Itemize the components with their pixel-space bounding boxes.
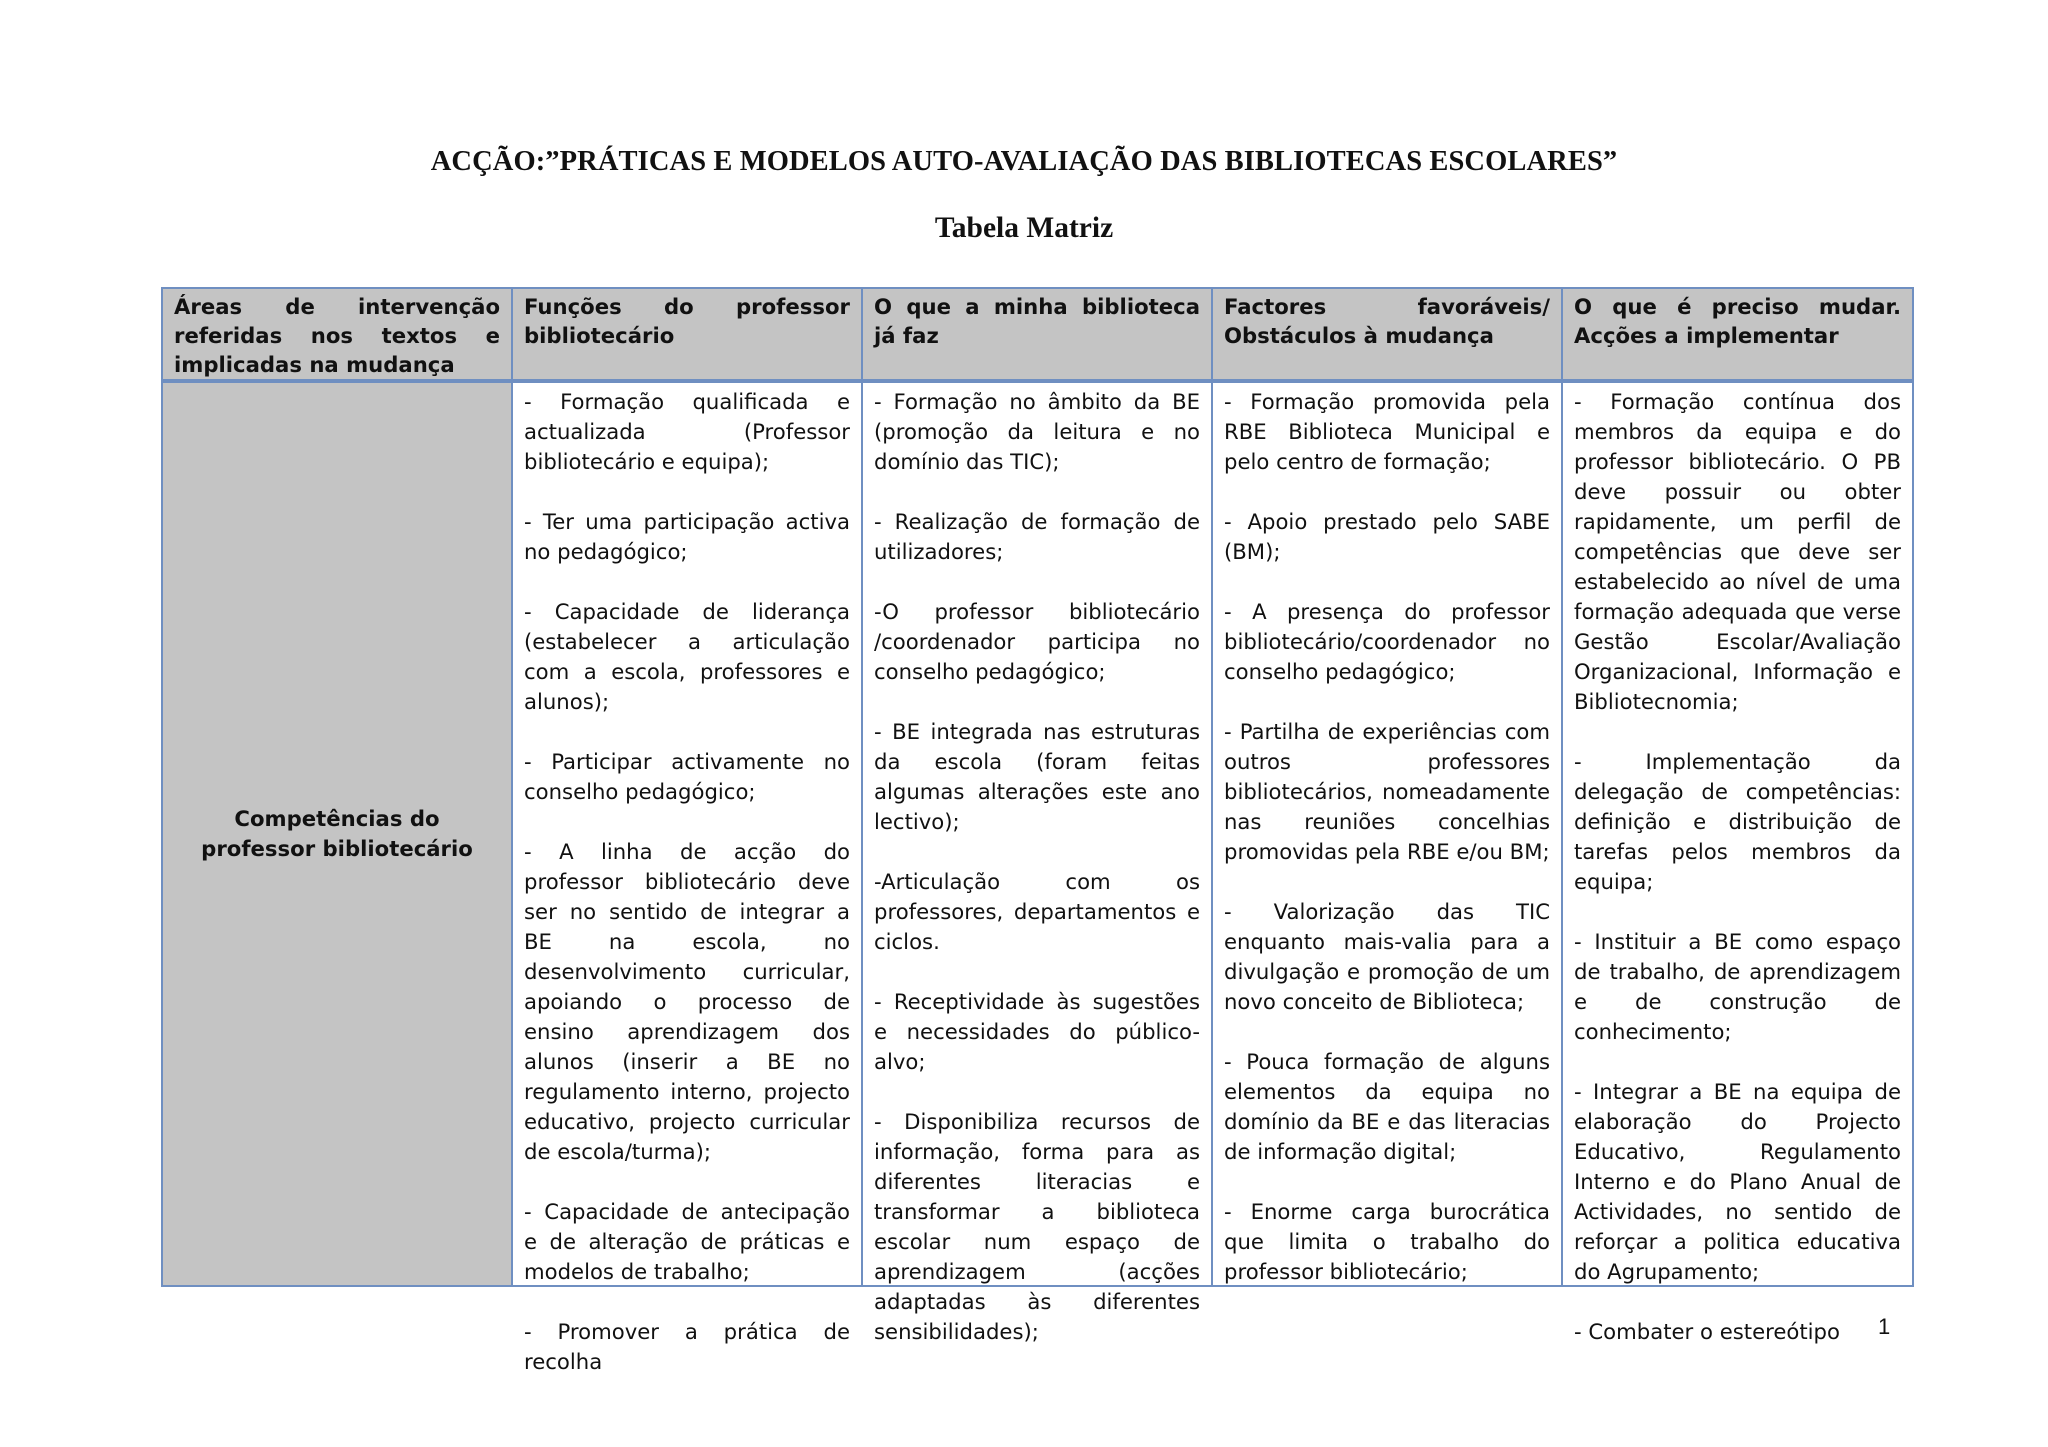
funcoes-item: - Capacidade de antecipação e de alteração de práticas e modelos de trabalho; <box>524 1199 850 1284</box>
factores-item: - Apoio prestado pelo SABE (BM); <box>1224 509 1550 564</box>
table-header-row <box>162 288 1913 381</box>
biblioteca-item: -O professor bibliotecário /coordenador participa no conselho pedagógico; <box>874 599 1200 684</box>
funcoes-item: - Participar activamente no conselho pedagógico; <box>524 749 850 804</box>
header-biblioteca: O que a minha biblioteca já faz <box>862 288 1212 381</box>
funcoes-item: - Capacidade de liderança (estabelecer a articulação com a escola, professores e alunos); <box>524 599 850 714</box>
biblioteca-item: -Articulação com os professores, departamentos e ciclos. <box>874 869 1200 954</box>
biblioteca-item: - Realização de formação de utilizadores; <box>874 509 1200 564</box>
mudar-item: - Integrar a BE na equipa de elaboração do Projecto Educativo, Regulamento Interno e do Plano Anual de Actividades, no sentido de reforçar a politica educativa do Agrupamento; <box>1574 1079 1901 1284</box>
mudar-item: - Implementação da delegação de competências: definição e distribuição de tarefas pelos membros da equipa; <box>1574 749 1901 894</box>
funcoes-cell <box>512 381 862 1374</box>
biblioteca-item: - Formação no âmbito da BE (promoção da leitura e no domínio das TIC); <box>874 389 1200 474</box>
biblioteca-item: - Receptividade às sugestões e necessidades do público-alvo; <box>874 989 1200 1074</box>
funcoes-item: - Ter uma participação activa no pedagógico; <box>524 509 850 564</box>
header-areas: Áreas de intervenção referidas nos textos e implicadas na mudança <box>162 288 512 381</box>
header-funcoes: Funções do professor bibliotecário <box>512 288 862 381</box>
factores-item: - Pouca formação de alguns elementos da equipa no domínio da BE e das literacias de informação digital; <box>1224 1049 1550 1164</box>
funcoes-item: - A linha de acção do professor bibliotecário deve ser no sentido de integrar a BE na escola, no desenvolvimento curricular, apoiando o processo de ensino aprendizagem dos alunos (inserir a BE no regulamento interno, projecto educativo, projecto curricular de escola/turma); <box>524 839 850 1164</box>
mudar-item: - Formação contínua dos membros da equipa e do professor bibliotecário. O PB deve possuir ou obter rapidamente, um perfil de competências que deve ser estabelecido ao nível de uma formação adequada que verse Gestão Escolar/Avaliação Organizacional, Informação e Bibliotecnomia; <box>1574 389 1901 714</box>
page-number: 1 <box>1878 1314 1891 1339</box>
document-title: ACÇÃO:”PRÁTICAS E MODELOS AUTO-AVALIAÇÃO DAS BIBLIOTECAS ESCOLARES” <box>430 146 1618 177</box>
header-mudar: O que é preciso mudar. Acções a implementar <box>1562 288 1913 381</box>
factores-item: - Enorme carga burocrática que limita o trabalho do professor bibliotecário; <box>1224 1199 1550 1284</box>
matrix-table <box>161 287 1914 1374</box>
factores-item: - Valorização das TIC enquanto mais-valia para a divulgação e promoção de um novo conceito de Biblioteca; <box>1224 899 1550 1014</box>
factores-item: - A presença do professor bibliotecário/coordenador no conselho pedagógico; <box>1224 599 1550 684</box>
mudar-item: - Instituir a BE como espaço de trabalho, de aprendizagem e de construção de conhecimento; <box>1574 929 1901 1044</box>
funcoes-item: - Promover a prática de recolha <box>524 1319 850 1374</box>
mudar-cell <box>1562 381 1913 1344</box>
factores-cell <box>1212 381 1562 1286</box>
mudar-item: - Combater o estereótipo <box>1574 1319 1840 1344</box>
header-factores: Factores favoráveis/ Obstáculos à mudança <box>1212 288 1562 381</box>
document-subtitle: Tabela Matriz <box>934 212 1114 244</box>
funcoes-item: - Formação qualificada e actualizada (Professor bibliotecário e equipa); <box>524 389 850 474</box>
area-cell: Competências do professor bibliotecário <box>162 381 512 1286</box>
factores-item: - Partilha de experiências com outros professores bibliotecários, nomeadamente nas reuniões concelhias promovidas pela RBE e/ou BM; <box>1224 719 1550 864</box>
factores-item: - Formação promovida pela RBE Biblioteca Municipal e pelo centro de formação; <box>1224 389 1550 474</box>
biblioteca-item: - BE integrada nas estruturas da escola (foram feitas algumas alterações este ano lectivo); <box>874 719 1200 834</box>
biblioteca-item: - Disponibiliza recursos de informação, forma para as diferentes literacias e transformar a biblioteca escolar num espaço de aprendizagem (acções adaptadas às diferentes sensibilidades); <box>874 1109 1200 1344</box>
biblioteca-cell <box>862 381 1212 1344</box>
table-row <box>162 381 1913 1286</box>
